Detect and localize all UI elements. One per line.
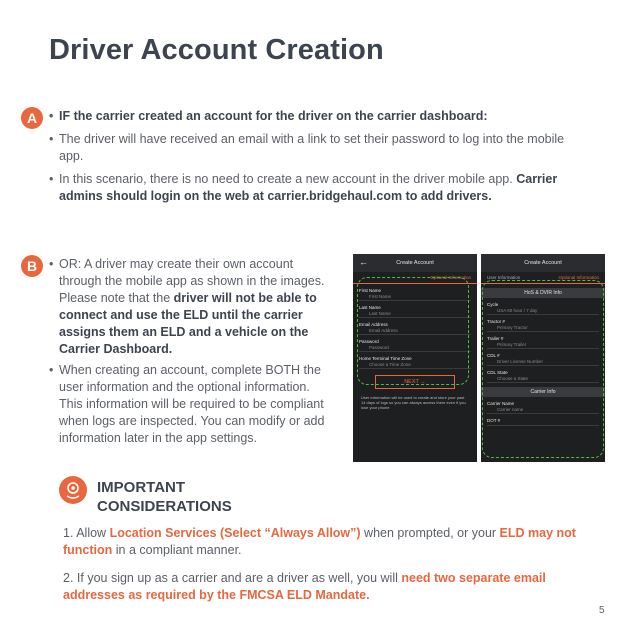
- important-point-2: [63, 570, 603, 604]
- section-a-list: [49, 108, 569, 211]
- section-a-lead: • IF the carrier created an account for the driver on the carrier dashboard:: [49, 108, 569, 125]
- bullet-bold-text: driver will not be able to connect and use the ELD until the carrier assigns them an ELD and a vehicle on the Carrier Dashboard.: [59, 291, 317, 356]
- field-input[interactable]: Driver License Number: [487, 358, 599, 366]
- field-label: Home Terminal Time Zone: [359, 356, 412, 361]
- highlight-outline: [357, 277, 469, 385]
- field-input[interactable]: Primary Trailer: [487, 341, 599, 349]
- highlight-text: need two separate email addresses as required by the FMCSA ELD Mandate.: [63, 571, 546, 602]
- section-b-bullet-2: • When creating an account, complete BOTH the user information and the optional information. This information will be required to be compliant when logs are inspected. You can modify or add information later in the app settings.: [49, 362, 334, 447]
- important-point-1: [63, 525, 603, 559]
- bullet-text: In this scenario, there is no need to create a new account in the driver mobile app.: [59, 172, 517, 186]
- highlight-text: Location Services (Select “Always Allow”): [109, 526, 361, 540]
- field-label: Password: [359, 339, 379, 344]
- section-b-badge: B: [21, 255, 43, 277]
- tab-optional-information[interactable]: Optional Information: [430, 275, 471, 280]
- tab-optional-information[interactable]: Optional Information: [558, 275, 599, 280]
- field-label: Tractor #: [487, 319, 505, 324]
- next-button[interactable]: NEXT →: [375, 375, 455, 389]
- section-a-badge: A: [21, 107, 43, 129]
- section-a-bullet-2: [49, 171, 569, 205]
- location-pin-icon: [59, 476, 87, 504]
- field-label: Trailer #: [487, 336, 504, 341]
- text: 1. Allow: [63, 526, 110, 540]
- field-input[interactable]: Email Address: [359, 327, 471, 335]
- field-input[interactable]: USA 60 hour / 7 day: [487, 307, 599, 315]
- text: 2. If you sign up as a carrier and are a driver as well, you will: [63, 571, 402, 585]
- back-arrow-icon[interactable]: ←: [359, 257, 368, 267]
- field-input[interactable]: Password: [359, 344, 471, 352]
- section-b-list: [49, 256, 334, 451]
- field-input[interactable]: First Name: [359, 293, 471, 301]
- field-label: Cycle: [487, 302, 499, 307]
- field-input[interactable]: Last Name: [359, 310, 471, 318]
- field-label: Email Address: [359, 322, 388, 327]
- highlight-outline: [482, 280, 604, 458]
- field-label: DOT #: [487, 418, 501, 423]
- phone-header-title: Create Account: [396, 260, 434, 266]
- section-b-bullet-1: [49, 256, 334, 358]
- field-input[interactable]: Choose a State: [487, 375, 599, 383]
- field-input[interactable]: Primary Tractor: [487, 324, 599, 332]
- field-input[interactable]: Carrier name: [487, 406, 599, 414]
- section-hos-dvir: HoS & DVIR Info: [481, 288, 605, 298]
- tab-user-information[interactable]: User Information: [487, 275, 521, 280]
- section-carrier-info: Carrier Info: [481, 387, 605, 397]
- phone-header: [481, 254, 605, 272]
- bullet-text: OR: A driver may create their own account through the mobile app as shown in the images. Please note that the: [59, 257, 325, 305]
- phone-header: [353, 254, 477, 272]
- text: when prompted, or your: [360, 526, 500, 540]
- text: in a compliant manner.: [112, 543, 242, 557]
- field-label: CDL #: [487, 353, 500, 358]
- field-label: Last Name: [359, 305, 381, 310]
- phone-header-title: Create Account: [524, 260, 562, 266]
- page-number: 5: [599, 605, 605, 616]
- field-label: CDL State: [487, 370, 508, 375]
- field-label: First Name: [359, 288, 382, 293]
- field-input[interactable]: Choose a Time Zone: [359, 361, 471, 369]
- highlight-text: ELD may not function: [63, 526, 576, 557]
- field-label: Carrier Name: [487, 401, 515, 406]
- fine-print: User information will be used to create and store your past 14 days of logs so you can always access them even if you lose your phone: [361, 395, 466, 410]
- page-title: Driver Account Creation: [49, 34, 384, 66]
- section-a-bullet-1: • The driver will have received an email with a link to set their password to log into the mobile app.: [49, 131, 569, 165]
- important-title: IMPORTANT CONSIDERATIONS: [97, 479, 232, 515]
- bullet-bold-text: Carrier admins should login on the web at carrier.bridgehaul.com to add drivers.: [59, 172, 558, 203]
